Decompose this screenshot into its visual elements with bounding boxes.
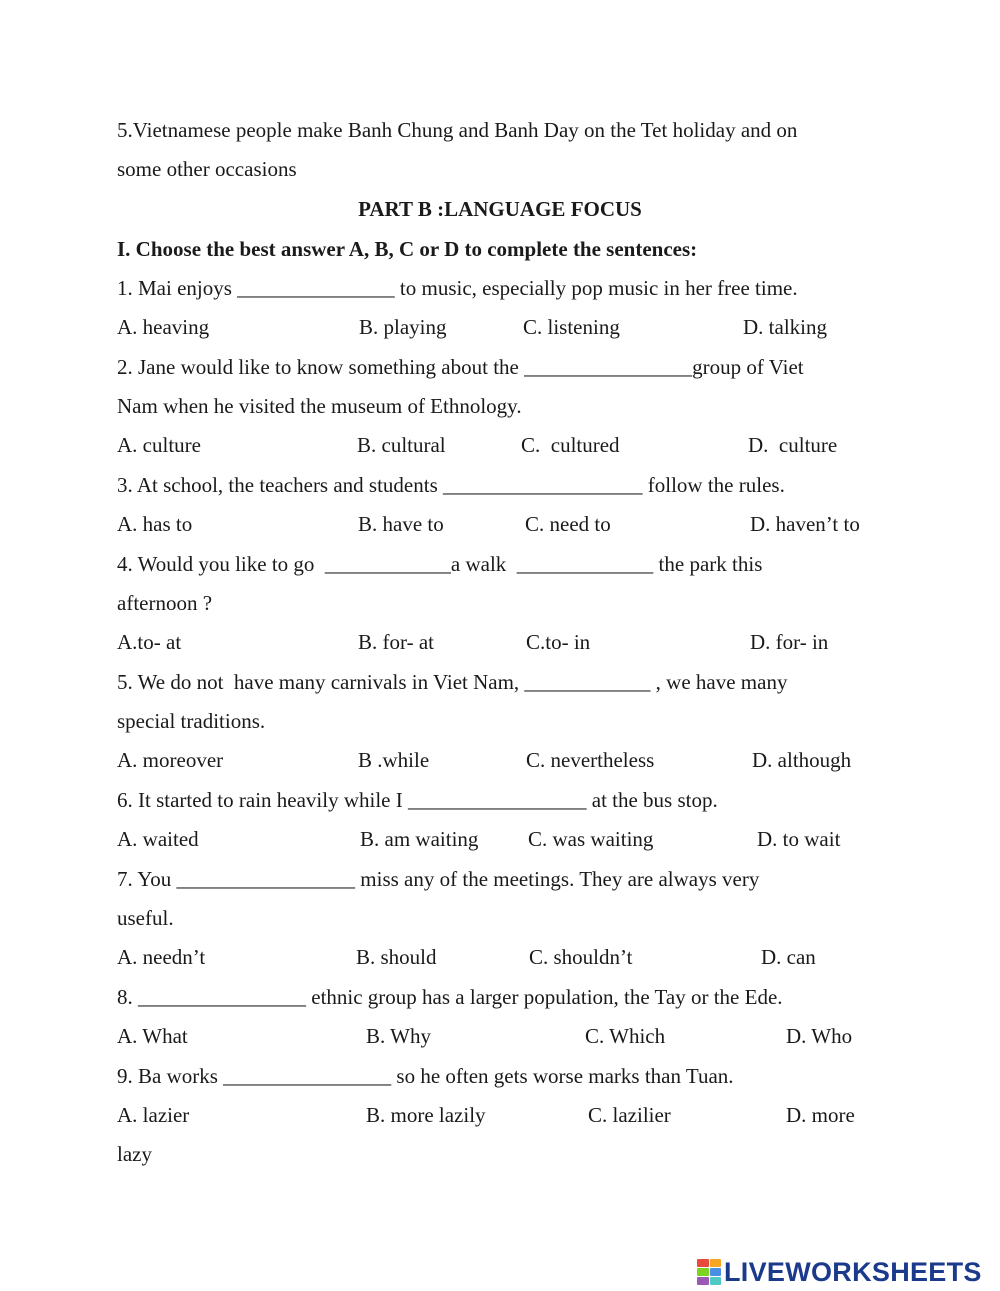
q8-option-c[interactable]: C. Which: [585, 1024, 666, 1048]
question-5: 5. We do not have many carnivals in Viet Nam, ____________ , we have many: [117, 670, 788, 694]
q4-option-a[interactable]: A.to- at: [117, 630, 182, 654]
q3-option-d[interactable]: D. haven’t to: [750, 512, 860, 536]
question-2: 2. Jane would like to know something about the ________________group of Viet: [117, 355, 804, 379]
q2-option-d[interactable]: D. culture: [748, 433, 838, 457]
q9-option-d[interactable]: D. more: [786, 1103, 855, 1127]
question-3: 3. At school, the teachers and students ___________________ follow the rules.: [117, 473, 785, 497]
q3-option-b[interactable]: B. have to: [358, 512, 444, 536]
part-title: PART B :LANGUAGE FOCUS: [358, 197, 642, 221]
q9-option-a[interactable]: A. lazier: [117, 1103, 190, 1127]
q8-option-b[interactable]: B. Why: [366, 1024, 431, 1048]
q7-option-c[interactable]: C. shouldn’t: [529, 945, 633, 969]
question-6: 6. It started to rain heavily while I _________________ at the bus stop.: [117, 788, 718, 812]
liveworksheets-logo: [697, 1256, 982, 1288]
q3-option-a[interactable]: A. has to: [117, 512, 193, 536]
q8-option-d[interactable]: D. Who: [786, 1024, 853, 1048]
q9-option-d-cont: lazy: [117, 1142, 152, 1166]
q4-option-d[interactable]: D. for- in: [750, 630, 829, 654]
question-5-cont: special traditions.: [117, 709, 266, 733]
q7-option-b[interactable]: B. should: [356, 945, 437, 969]
question-7: 7. You _________________ miss any of the meetings. They are always very: [117, 867, 760, 891]
q2-option-b[interactable]: B. cultural: [357, 433, 446, 457]
q1-option-d[interactable]: D. talking: [743, 315, 827, 339]
q5-option-c[interactable]: C. nevertheless: [526, 748, 655, 772]
q9-option-c[interactable]: C. lazilier: [588, 1103, 671, 1127]
question-9: 9. Ba works ________________ so he often gets worse marks than Tuan.: [117, 1064, 734, 1088]
logo-text: LIVEWORKSHEETS: [724, 1256, 982, 1287]
q6-option-a[interactable]: A. waited: [117, 827, 199, 851]
question-4-cont: afternoon ?: [117, 591, 213, 615]
question-2-cont: Nam when he visited the museum of Ethnology.: [117, 394, 522, 418]
question-7-cont: useful.: [117, 906, 174, 930]
q7-option-a[interactable]: A. needn’t: [117, 945, 206, 969]
q6-option-c[interactable]: C. was waiting: [528, 827, 654, 851]
q5-option-b[interactable]: B .while: [358, 748, 430, 772]
intro-line-2: some other occasions: [117, 157, 297, 181]
q5-option-a[interactable]: A. moreover: [117, 748, 224, 772]
instruction: I. Choose the best answer A, B, C or D to complete the sentences:: [117, 237, 698, 261]
question-4: 4. Would you like to go ____________a walk _____________ the park this: [117, 552, 763, 576]
q6-option-b[interactable]: B. am waiting: [360, 827, 479, 851]
liveworksheets-logo-icon: [697, 1259, 721, 1285]
q7-option-d[interactable]: D. can: [761, 945, 816, 969]
q6-option-d[interactable]: D. to wait: [757, 827, 841, 851]
q9-option-b[interactable]: B. more lazily: [366, 1103, 486, 1127]
q1-option-b[interactable]: B. playing: [359, 315, 447, 339]
q4-option-b[interactable]: B. for- at: [358, 630, 434, 654]
q5-option-d[interactable]: D. although: [752, 748, 852, 772]
q4-option-c[interactable]: C.to- in: [526, 630, 591, 654]
q8-option-a[interactable]: A. What: [117, 1024, 188, 1048]
q1-option-a[interactable]: A. heaving: [117, 315, 210, 339]
q2-option-c[interactable]: C. cultured: [521, 433, 620, 457]
question-1: 1. Mai enjoys _______________ to music, especially pop music in her free time.: [117, 276, 798, 300]
question-8: 8. ________________ ethnic group has a larger population, the Tay or the Ede.: [117, 985, 783, 1009]
q3-option-c[interactable]: C. need to: [525, 512, 611, 536]
q2-option-a[interactable]: A. culture: [117, 433, 201, 457]
q1-option-c[interactable]: C. listening: [523, 315, 620, 339]
intro-line-1: 5.Vietnamese people make Banh Chung and Banh Day on the Tet holiday and on: [117, 118, 798, 142]
